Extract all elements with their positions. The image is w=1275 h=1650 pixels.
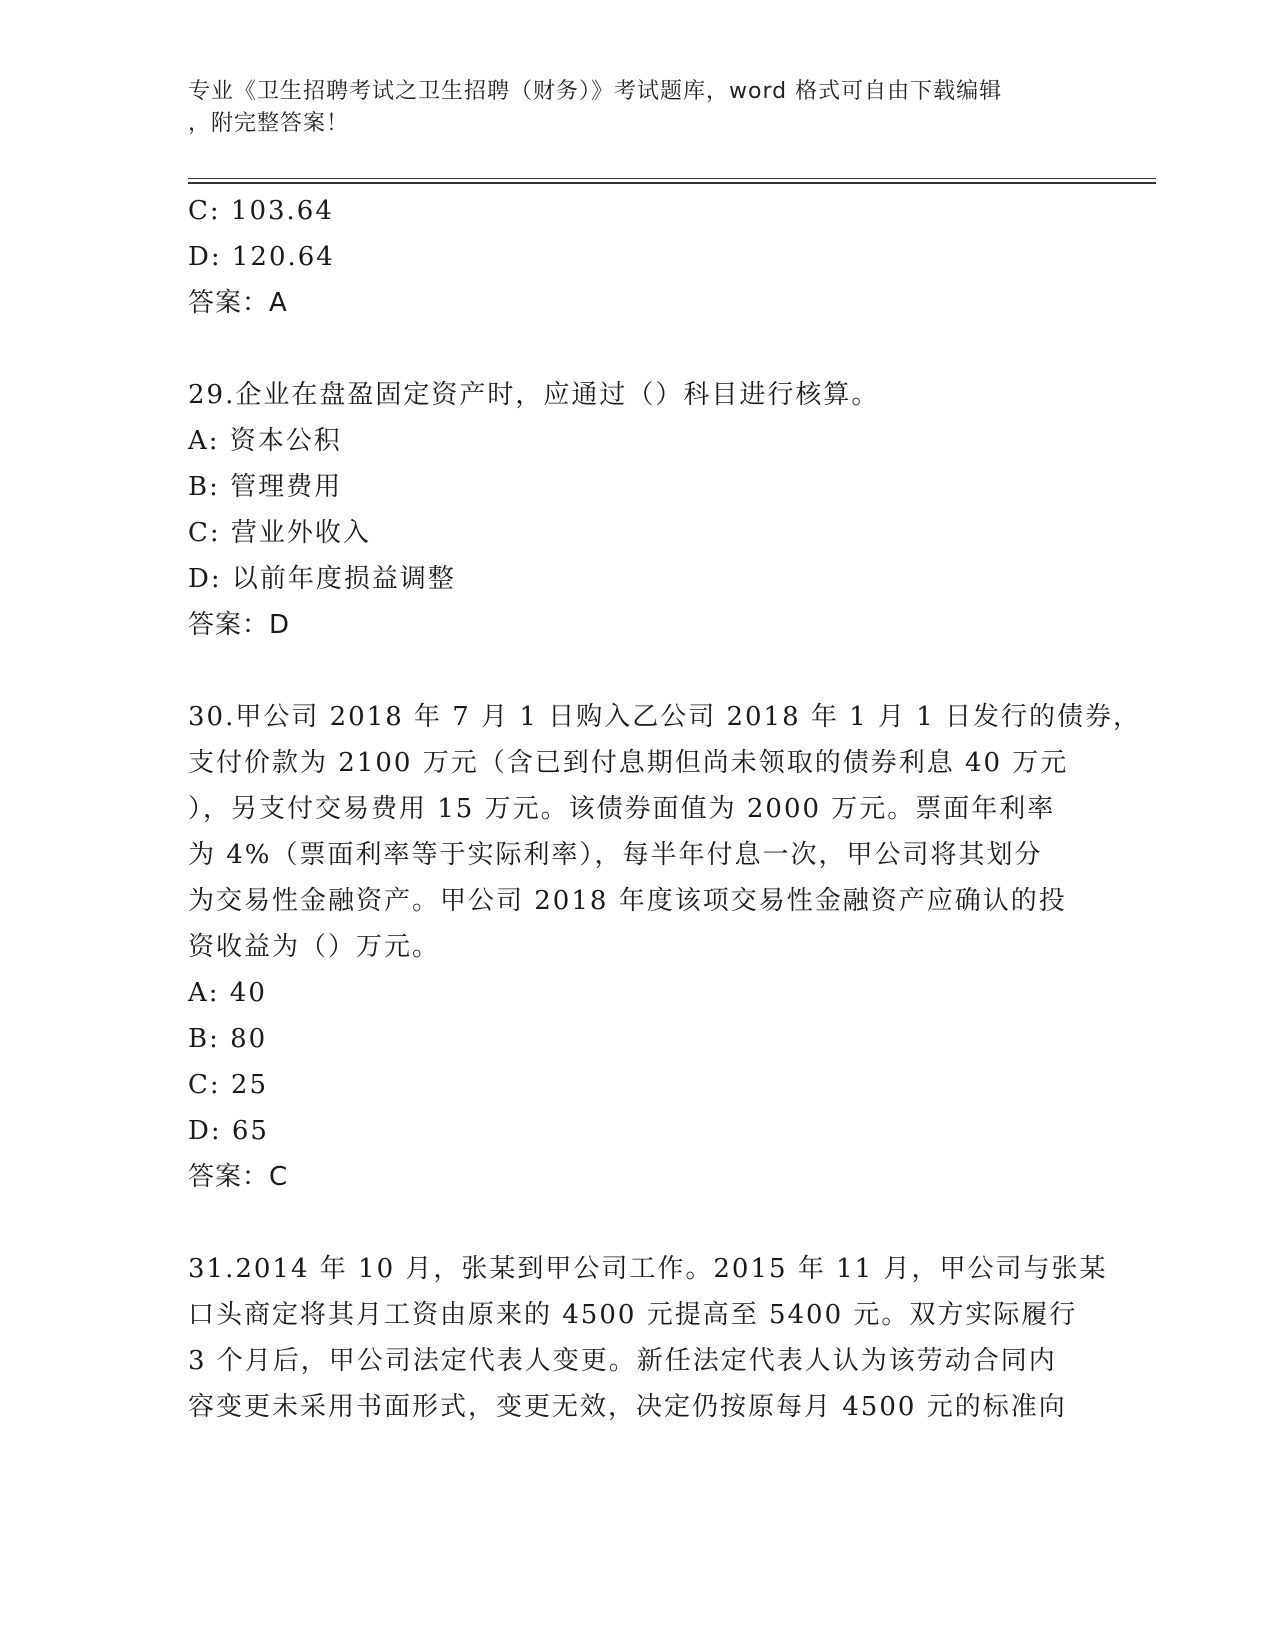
option-c: C: 25 <box>188 1070 269 1100</box>
answer-line <box>188 602 1088 648</box>
option-c: C: 营业外收入 <box>188 518 371 548</box>
answer-label: 答案： <box>188 610 270 640</box>
question-stem: 29.企业在盘盈固定资产时，应通过（）科目进行核算。 <box>188 380 880 410</box>
answer-label: 答案： <box>188 288 270 318</box>
answer-value: D <box>269 610 291 640</box>
option-c: C: 103.64 <box>188 196 334 226</box>
question-stem-line: 为 4%（票面利率等于实际利率），每半年付息一次，甲公司将其划分 <box>188 840 1043 870</box>
header-divider-thin <box>188 178 1156 179</box>
header-line-2: ，附完整答案！ <box>188 111 350 136</box>
header-divider-thick <box>188 182 1156 184</box>
spacer <box>188 648 1088 694</box>
option-d: D: 65 <box>188 1116 269 1146</box>
question-29 <box>188 372 1088 648</box>
question-stem-line: 资收益为（）万元。 <box>188 932 441 962</box>
answer-line <box>188 1154 1088 1200</box>
option-d: D: 以前年度损益调整 <box>188 564 456 594</box>
spacer <box>188 1200 1088 1246</box>
question-stem-line: 口头商定将其月工资由原来的 4500 元提高至 5400 元。双方实际履行 <box>188 1300 1078 1330</box>
question-stem-line: 容变更未采用书面形式，变更无效，决定仍按原每月 4500 元的标准向 <box>188 1392 1067 1422</box>
option-b: B: 80 <box>188 1024 268 1054</box>
option-d: D: 120.64 <box>188 242 335 272</box>
question-stem-line: 支付价款为 2100 万元（含已到付息期但尚未领取的债券利息 40 万元 <box>188 748 1069 778</box>
answer-value: A <box>269 288 288 318</box>
answer-line <box>188 280 1088 326</box>
question-31 <box>188 1246 1108 1430</box>
question-30 <box>188 694 1142 1200</box>
question-content <box>188 188 1142 1430</box>
option-b: B: 管理费用 <box>188 472 343 502</box>
prev-question <box>188 188 1088 326</box>
question-stem-line: 30.甲公司 2018 年 7 月 1 日购入乙公司 2018 年 1 月 1 日发行的债券， <box>188 702 1142 732</box>
option-a: A: 资本公积 <box>188 426 342 456</box>
option-a: A: 40 <box>188 978 267 1008</box>
question-stem-line: ），另支付交易费用 15 万元。该债券面值为 2000 万元。票面年利率 <box>188 794 1056 824</box>
question-stem-line: 为交易性金融资产。甲公司 2018 年度该项交易性金融资产应确认的投 <box>188 886 1067 916</box>
answer-label: 答案： <box>188 1162 270 1192</box>
question-stem-line: 31.2014 年 10 月，张某到甲公司工作。2015 年 11 月，甲公司与张某 <box>188 1254 1108 1284</box>
header-line-1: 专业《卫生招聘考试之卫生招聘（财务）》考试题库，word 格式可自由下载编辑 <box>188 79 1003 104</box>
spacer <box>188 326 1088 372</box>
page-header <box>188 76 1068 140</box>
question-stem-line: 3 个月后，甲公司法定代表人变更。新任法定代表人认为该劳动合同内 <box>188 1346 1057 1376</box>
answer-value: C <box>269 1162 289 1192</box>
